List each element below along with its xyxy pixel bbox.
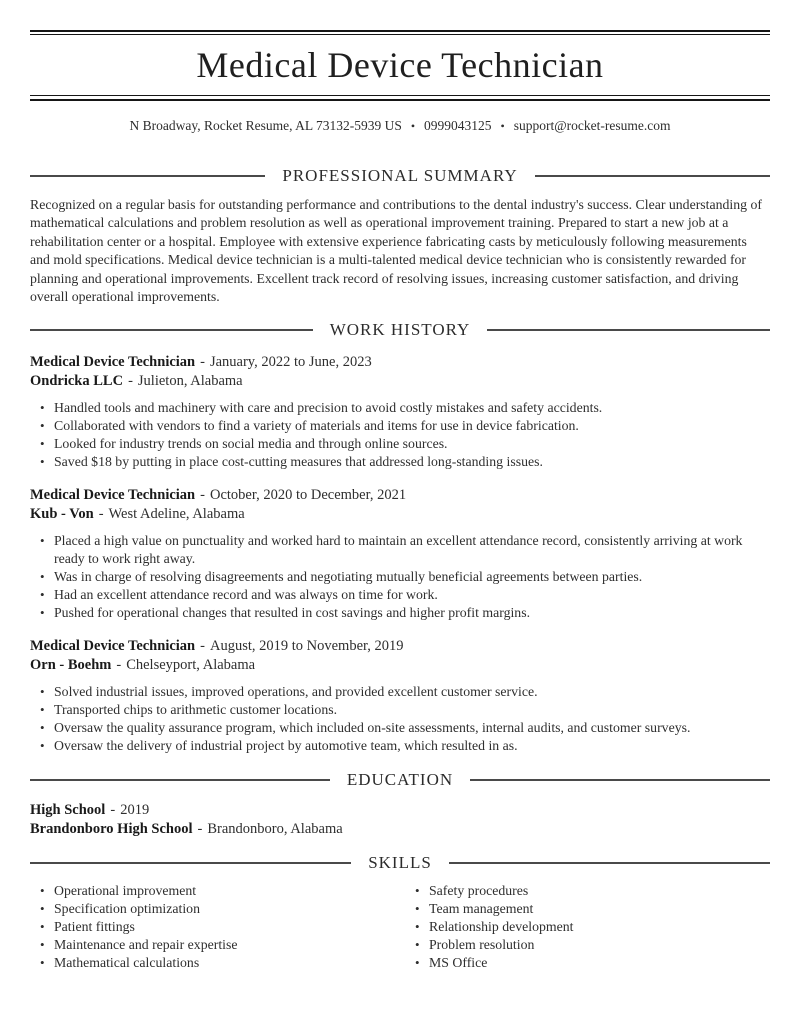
job-company-line: [30, 372, 770, 391]
education-degree-line: [30, 801, 770, 821]
contact-separator: •: [410, 118, 416, 133]
heading-line-right: [470, 779, 770, 781]
resume-header: [30, 30, 770, 135]
bullet-item: • Handled tools and machinery with care and precision to avoid costly mistakes and safety accidents.: [30, 399, 770, 417]
contact-address: N Broadway, Rocket Resume, AL 73132-5939 US: [129, 117, 402, 133]
skill-item: • Mathematical calculations: [30, 954, 405, 972]
job-entry: [30, 486, 770, 622]
education-school: Brandonboro High School: [30, 821, 193, 838]
job-company: Kub - Von: [30, 505, 94, 522]
section-education: [30, 769, 770, 840]
education-degree: High School: [30, 801, 106, 818]
work-history-section-heading: [30, 319, 770, 341]
job-bullet-list: [30, 532, 770, 622]
dash-separator: -: [128, 372, 133, 389]
job-company: Ondricka LLC: [30, 372, 124, 389]
job-title: Medical Device Technician: [30, 637, 196, 654]
bullet-item: • Saved $18 by putting in place cost-cutting measures that addressed long-standing issues.: [30, 453, 770, 471]
heading-line-left: [30, 779, 330, 781]
heading-line-right: [535, 175, 770, 177]
page-title: Medical Device Technician: [196, 45, 604, 85]
job-company-line: [30, 505, 770, 524]
heading-line-left: [30, 862, 351, 864]
education-heading-text: EDUCATION: [346, 769, 454, 789]
contact-separator: •: [500, 118, 505, 133]
job-title-line: [30, 637, 770, 656]
dash-separator: -: [197, 821, 203, 838]
job-bullet-list: [30, 399, 770, 471]
job-title-line: [30, 353, 770, 372]
section-skills: [30, 852, 770, 972]
dash-separator: -: [200, 353, 205, 370]
job-bullet-list: [30, 683, 770, 755]
education-entry: [30, 801, 770, 840]
contact-phone: 0999043125: [424, 117, 492, 133]
skill-item: • Operational improvement: [30, 882, 405, 900]
heading-line-right: [487, 329, 770, 331]
job-location: Chelseyport, Alabama: [126, 656, 256, 673]
summary-section-heading: [30, 165, 770, 187]
skill-item: • Relationship development: [405, 918, 770, 936]
bullet-item: • Solved industrial issues, improved operations, and provided excellent customer service.: [30, 683, 770, 701]
heading-line-right: [449, 862, 770, 864]
job-title: Medical Device Technician: [30, 486, 196, 503]
job-entry: [30, 637, 770, 755]
job-dates: August, 2019 to November, 2019: [209, 637, 404, 654]
dash-separator: -: [116, 656, 122, 673]
heading-line-left: [30, 175, 265, 177]
bullet-item: • Was in charge of resolving disagreements and negotiating mutually beneficial agreements between parties.: [30, 568, 770, 586]
skills-columns: [30, 882, 770, 972]
work-history-heading-text: WORK HISTORY: [329, 319, 471, 339]
bullet-item: • Looked for industry trends on social media and through online sources.: [30, 435, 770, 453]
job-dates: January, 2022 to June, 2023: [209, 353, 372, 370]
education-section-heading: [30, 769, 770, 791]
skill-item: • Safety procedures: [405, 882, 770, 900]
bottom-double-rule: [30, 95, 770, 101]
skills-heading-text: SKILLS: [368, 852, 432, 872]
skill-item: • Specification optimization: [30, 900, 405, 918]
education-location: Brandonboro, Alabama: [207, 821, 343, 838]
skill-item: • MS Office: [405, 954, 770, 972]
bullet-item: • Placed a high value on punctuality and worked hard to maintain an excellent attendance record, consistently arriving at work ready to work right away.: [30, 532, 770, 568]
section-professional-summary: [30, 165, 770, 307]
skill-item: • Problem resolution: [405, 936, 770, 954]
dash-separator: -: [200, 637, 205, 654]
heading-line-left: [30, 329, 313, 331]
bullet-item: • Collaborated with vendors to find a variety of materials and items for use in device fabrication.: [30, 417, 770, 435]
dash-separator: -: [200, 486, 205, 503]
job-dates: October, 2020 to December, 2021: [209, 486, 407, 503]
section-work-history: [30, 319, 770, 755]
top-double-rule: [30, 30, 770, 35]
job-title: Medical Device Technician: [30, 353, 196, 370]
job-entry: [30, 353, 770, 471]
contact-line: [30, 117, 770, 135]
job-company-line: [30, 656, 770, 675]
skills-column-right: [405, 882, 770, 972]
bullet-item: • Had an excellent attendance record and was always on time for work.: [30, 586, 770, 604]
bullet-item: • Pushed for operational changes that resulted in cost savings and higher profit margins.: [30, 604, 770, 622]
skill-item: • Maintenance and repair expertise: [30, 936, 405, 954]
contact-email: support@rocket-resume.com: [513, 117, 671, 133]
summary-paragraph: Recognized on a regular basis for outstanding performance and contributions to the dental industry's success. Clear understanding of mathematical calculations and problem resolution as well as operational improvement training. Prepared to start a new job at a rehabilitation center or a hospital. Employee with extensive experience fabricating casts by meticulously following measurements and mold specifications. Medical device technician is a multi-talented medical device technician who is consistently rewarded for planning and operational improvements. Excellent track record of resolving issues, increasing customer satisfaction, and driving overall operational improvements.: [30, 196, 762, 305]
education-school-line: [30, 820, 770, 840]
job-company: Orn - Boehm: [30, 656, 112, 673]
education-year: 2019: [120, 801, 150, 818]
dash-separator: -: [98, 505, 104, 522]
skills-column-left: [30, 882, 405, 972]
bullet-item: • Transported chips to arithmetic customer locations.: [30, 701, 770, 719]
dash-separator: -: [110, 801, 116, 818]
job-title-line: [30, 486, 770, 505]
job-location: West Adeline, Alabama: [108, 505, 245, 522]
skills-section-heading: [30, 852, 770, 874]
bullet-item: • Oversaw the quality assurance program, which included on-site assessments, internal audits, and customer surveys.: [30, 719, 770, 737]
skill-item: • Team management: [405, 900, 770, 918]
skill-item: • Patient fittings: [30, 918, 405, 936]
summary-heading-text: PROFESSIONAL SUMMARY: [282, 165, 518, 185]
job-location: Julieton, Alabama: [137, 372, 243, 389]
bullet-item: • Oversaw the delivery of industrial project by automotive team, which resulted in as.: [30, 737, 770, 755]
